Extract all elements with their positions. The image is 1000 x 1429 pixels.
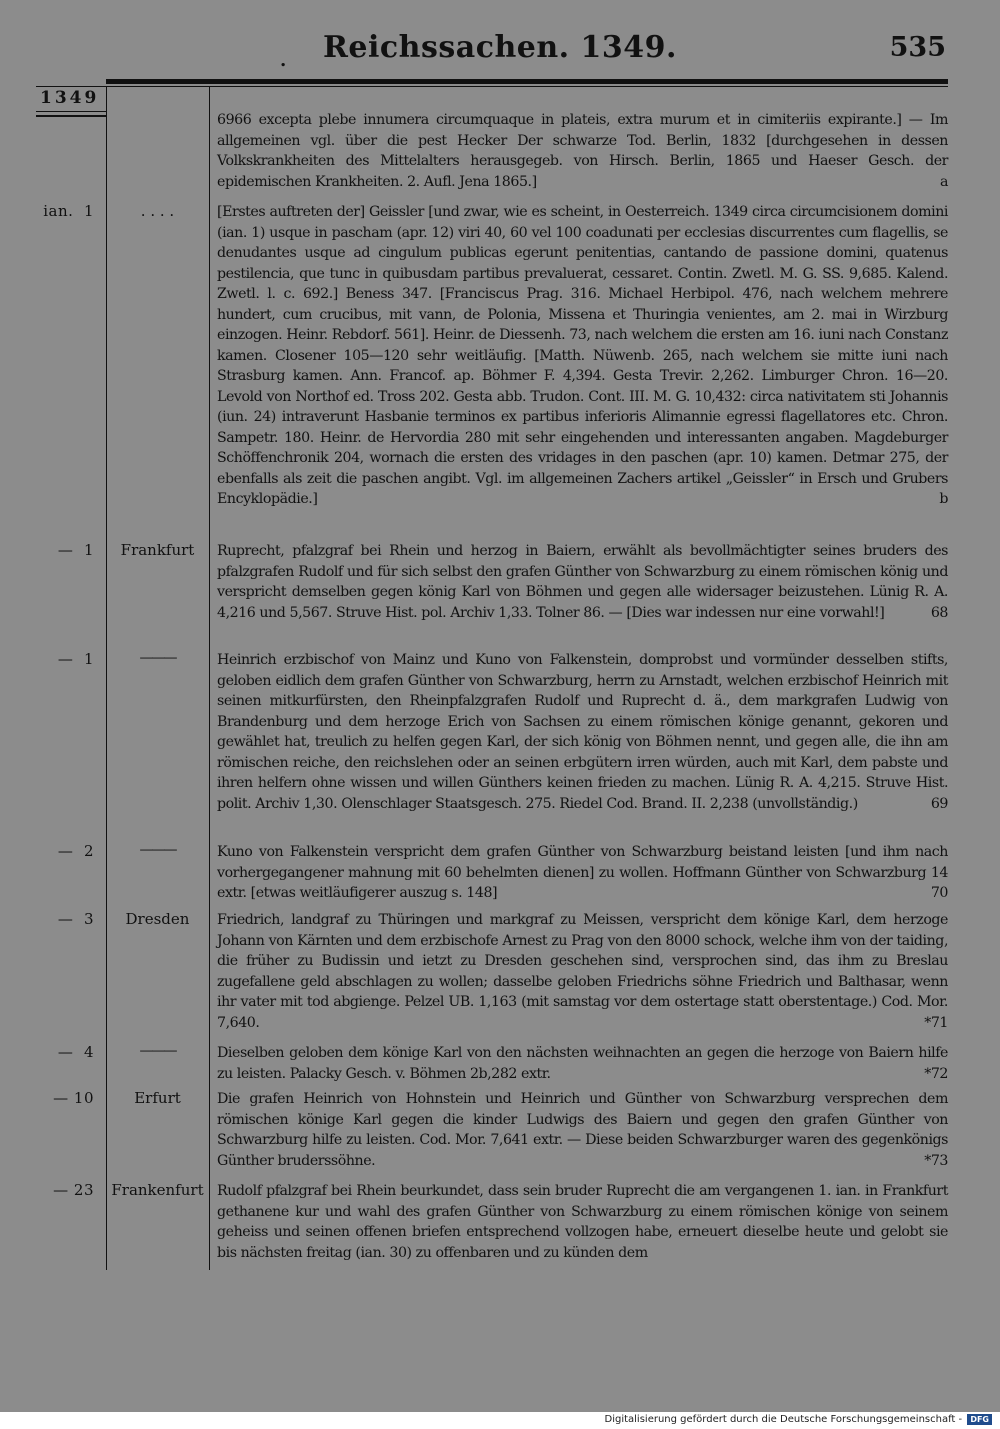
entry-date: — 1 (57, 541, 94, 559)
entry-text (217, 1089, 948, 1171)
entry-text (217, 541, 948, 623)
entry-number: 70 (930, 885, 948, 901)
entry-body: Kuno von Falkenstein verspricht dem grafen Günther von Schwarzburg beistand leisten [und ihm nach vorhergegangener mahnung mit 60 behelmten dienen] zu wollen. Hoffmann Günther von Schwarzburg 14 extr. [etwas weitläufigerer auszug s. 148] (217, 844, 948, 901)
entry-text (217, 1043, 948, 1084)
header-rule-thick (106, 79, 948, 84)
entry-body: Ruprecht, pfalzgraf bei Rhein und herzog in Baiern, erwählt als bevollmächtigter seines bruders des pfalzgrafen Rudolf und für sich selbst den grafen Günther von Schwarzburg zu einem römischen könig und verspricht demselben gegen könig Karl von Böhmen und gegen alle widersager beizustehen. Lünig R. A. 4,216 und 5,567. Struve Hist. pol. Archiv 1,33. Tolner 86. — [Dies war indessen nur eine vorwahl!] (217, 543, 948, 621)
entry-body: Die grafen Heinrich von Hohnstein und Heinrich und Günther von Schwarzburg versprechen dem römischen könige Karl gegen die kinder Ludwigs des Baiern und gegen den grafen Günther von Schwarzburg hilfe zu leisten. Cod. Mor. 7,641 extr. — Diese beiden Schwarzburger waren des gegenkönigs Günther bruderssöhne. (217, 1091, 948, 1169)
entry-text (217, 650, 948, 814)
entry-date: — 4 (57, 1043, 94, 1061)
entry-text (217, 910, 948, 1033)
credit-text: Digitalisierung gefördert durch die Deutsche Forschungsgemeinschaft - (604, 1414, 963, 1425)
entry-text (217, 842, 948, 904)
entry-body: Rudolf pfalzgraf bei Rhein beurkundet, dass sein bruder Ruprecht die am vergangenen 1. ian. in Frankfurt gethanene kur und wahl des grafen Günther von Schwarzburg zu einem römischen könige von seinem geheiss und seinen offenen briefen entsprechend vollzogen habe, erneuert dieselbe heute und gelobt sie bis nächsten freitag (ian. 30) zu offenbaren und zu künden dem (217, 1183, 948, 1261)
header-dot: . (280, 50, 287, 71)
entry-body: Friedrich, landgraf zu Thüringen und markgraf zu Meissen, verspricht dem könige Karl, dem herzoge Johann von Kärnten und dem erzbischofe Arnest zu Prag von den 8000 schock, welche ihm von der taiding, die früher zu Budissin und ietzt zu Dresden geschehen sind, versprochen sind, das ihm zu Breslau zugefallene geld abschlagen zu wollen; dasselbe geloben Friedrichs söhne Friedrich und Balthasar, wenn ihr vater mit tod abgienge. Pelzel UB. 1,163 (mit samstag vor dem ostertage statt oberstentage.) Cod. Mor. 7,640. (217, 912, 948, 1031)
entry-place: Dresden (125, 910, 190, 928)
entry-text (217, 202, 948, 510)
page-title: Reichssachen. 1349. (322, 30, 678, 65)
year-rule (36, 111, 106, 112)
entry-date: ian. 1 (43, 202, 94, 220)
entry-place: Erfurt (134, 1089, 181, 1107)
entry-number: 68 (930, 604, 948, 621)
entry-number: *71 (924, 1014, 948, 1031)
entry-date: — 3 (57, 910, 94, 928)
entry-number: 69 (930, 795, 948, 812)
dfg-logo-icon: DFG (967, 1414, 992, 1425)
page-number: 535 (889, 32, 946, 63)
header-rule-thin (36, 86, 948, 87)
entry-text (217, 110, 948, 192)
column-divider-place-text (209, 87, 210, 1270)
digitization-credit (605, 1413, 993, 1427)
entry-date: — 1 (57, 650, 94, 668)
year-label: 1349 (40, 88, 100, 108)
entry-place: ——— (139, 650, 176, 666)
entry-date: — 23 (53, 1181, 94, 1199)
entry-body: [Erstes auftreten der] Geissler [und zwar, wie es scheint, in Oesterreich. 1349 circa circumcisionem domini (ian. 1) usque in pascham (apr. 12) viri 40, 60 vel 100 coadunati per ecclesias discurrentes cum flagellis, se denudantes usque ad cingulum publicas egerunt penitentias, cantando de passione domini, quatenus pestilencia, que tunc in quibusdam partibus prevaluerat, cessaret. Contin. Zwetl. M. G. SS. 9,685. Kalend. Zwetl. l. c. 692.] Beness 347. [Franciscus Prag. 316. Michael Herbipol. 476, nach welchem mehrere hundert, cum crucibus, mit vann, de Polonia, Missena et Thuringia venientes, am 2. mai in Wirzburg einzogen. Heinr. Rebdorf. 561]. Heinr. de Diessenh. 73, nach welchem die ersten am 16. iuni nach Constanz kamen. Closener 105—120 sehr weitläufig. [Matth. Nüwenb. 265, nach welchem sie mitte iuni nach Strasburg kamen. Ann. Francof. ap. Böhmer F. 4,394. Gesta Trevir. 2,262. Limburger Chron. 16—20. Levold von Northof ed. Tross 202. Gesta abb. Trudon. Cont. III. M. G. 10,432: circa nativitatem sti Johannis (iun. 24) intraverunt Hasbanie terminos ex partibus inferioris Alimannie egressi flagellatores etc. Chron. Sampetr. 180. Heinr. de Hervordia 280 mit sehr eingehenden und interessanten angaben. Magdeburger Schöffenchronik 204, wornach die ersten des vridages in den paschen (apr. 10) kamen. Detmar 275, der ebenfalls als zeit die paschen angibt. Vgl. im allgemeinen Zachers artikel „Geissler“ in Ersch und Grubers Encyklopädie.] (217, 204, 948, 507)
entry-number: a (939, 173, 948, 190)
year-rule-double (36, 115, 106, 117)
entry-number: *72 (924, 1065, 948, 1082)
entry-place: Frankfurt (120, 541, 195, 559)
year-box (36, 87, 106, 120)
entry-place: ——— (139, 1043, 176, 1059)
entry-number: b (939, 491, 948, 507)
entry-body: 6966 excepta plebe innumera circumquaque in plateis, extra murum et in cimiteriis expirante.] — Im allgemeinen vgl. über die pest Hecker Der schwarze Tod. Berlin, 1832 [durchgesehen in dessen Volkskrankheiten des Mittelalters herausgegeb. von Hirsch. Berlin, 1865 und Haeser Gesch. der epidemischen Krankheiten. 2. Aufl. Jena 1865.] (217, 112, 948, 190)
entry-date: — 10 (53, 1089, 94, 1107)
entry-date: — 2 (57, 842, 94, 860)
entry-body: Heinrich erzbischof von Mainz und Kuno von Falkenstein, domprobst und vormünder desselben stifts, geloben eidlich dem grafen Günther von Schwarzburg, herrn zu Arnstadt, welchen erzbischof Heinrich mit seinen mitkurfürsten, den Rheinpfalzgrafen Rudolf und Ruprecht d. ä., dem markgrafen Ludwig von Brandenburg und dem herzoge Erich von Sachsen zu einem römischen könige genannt, gekoren und gewählet hat, treulich zu helfen gegen Karl, der sich könig von Böhmen nennt, und gegen alle, die ihn am römischen reiche, den reichslehen oder an seinen erbgütern irren würden, auch mit Karl, dem pabste und ihren helfern ohne wissen und willen Günthers keinen frieden zu machen. Lünig R. A. 4,215. Struve Hist. polit. Archiv 1,30. Olenschlager Staatsgesch. 275. Riedel Cod. Brand. II. 2,238 (unvollständig.) (217, 652, 948, 812)
entry-place: Frankenfurt (111, 1181, 204, 1199)
entry-place: ——— (139, 842, 176, 858)
entry-number: *73 (924, 1152, 948, 1169)
entry-body: Dieselben geloben dem könige Karl von den nächsten weihnachten an gegen die herzoge von Baiern hilfe zu leisten. Palacky Gesch. v. Böhmen 2b,282 extr. (217, 1045, 948, 1082)
entry-place: . . . . (140, 202, 175, 220)
entry-text (217, 1181, 948, 1263)
